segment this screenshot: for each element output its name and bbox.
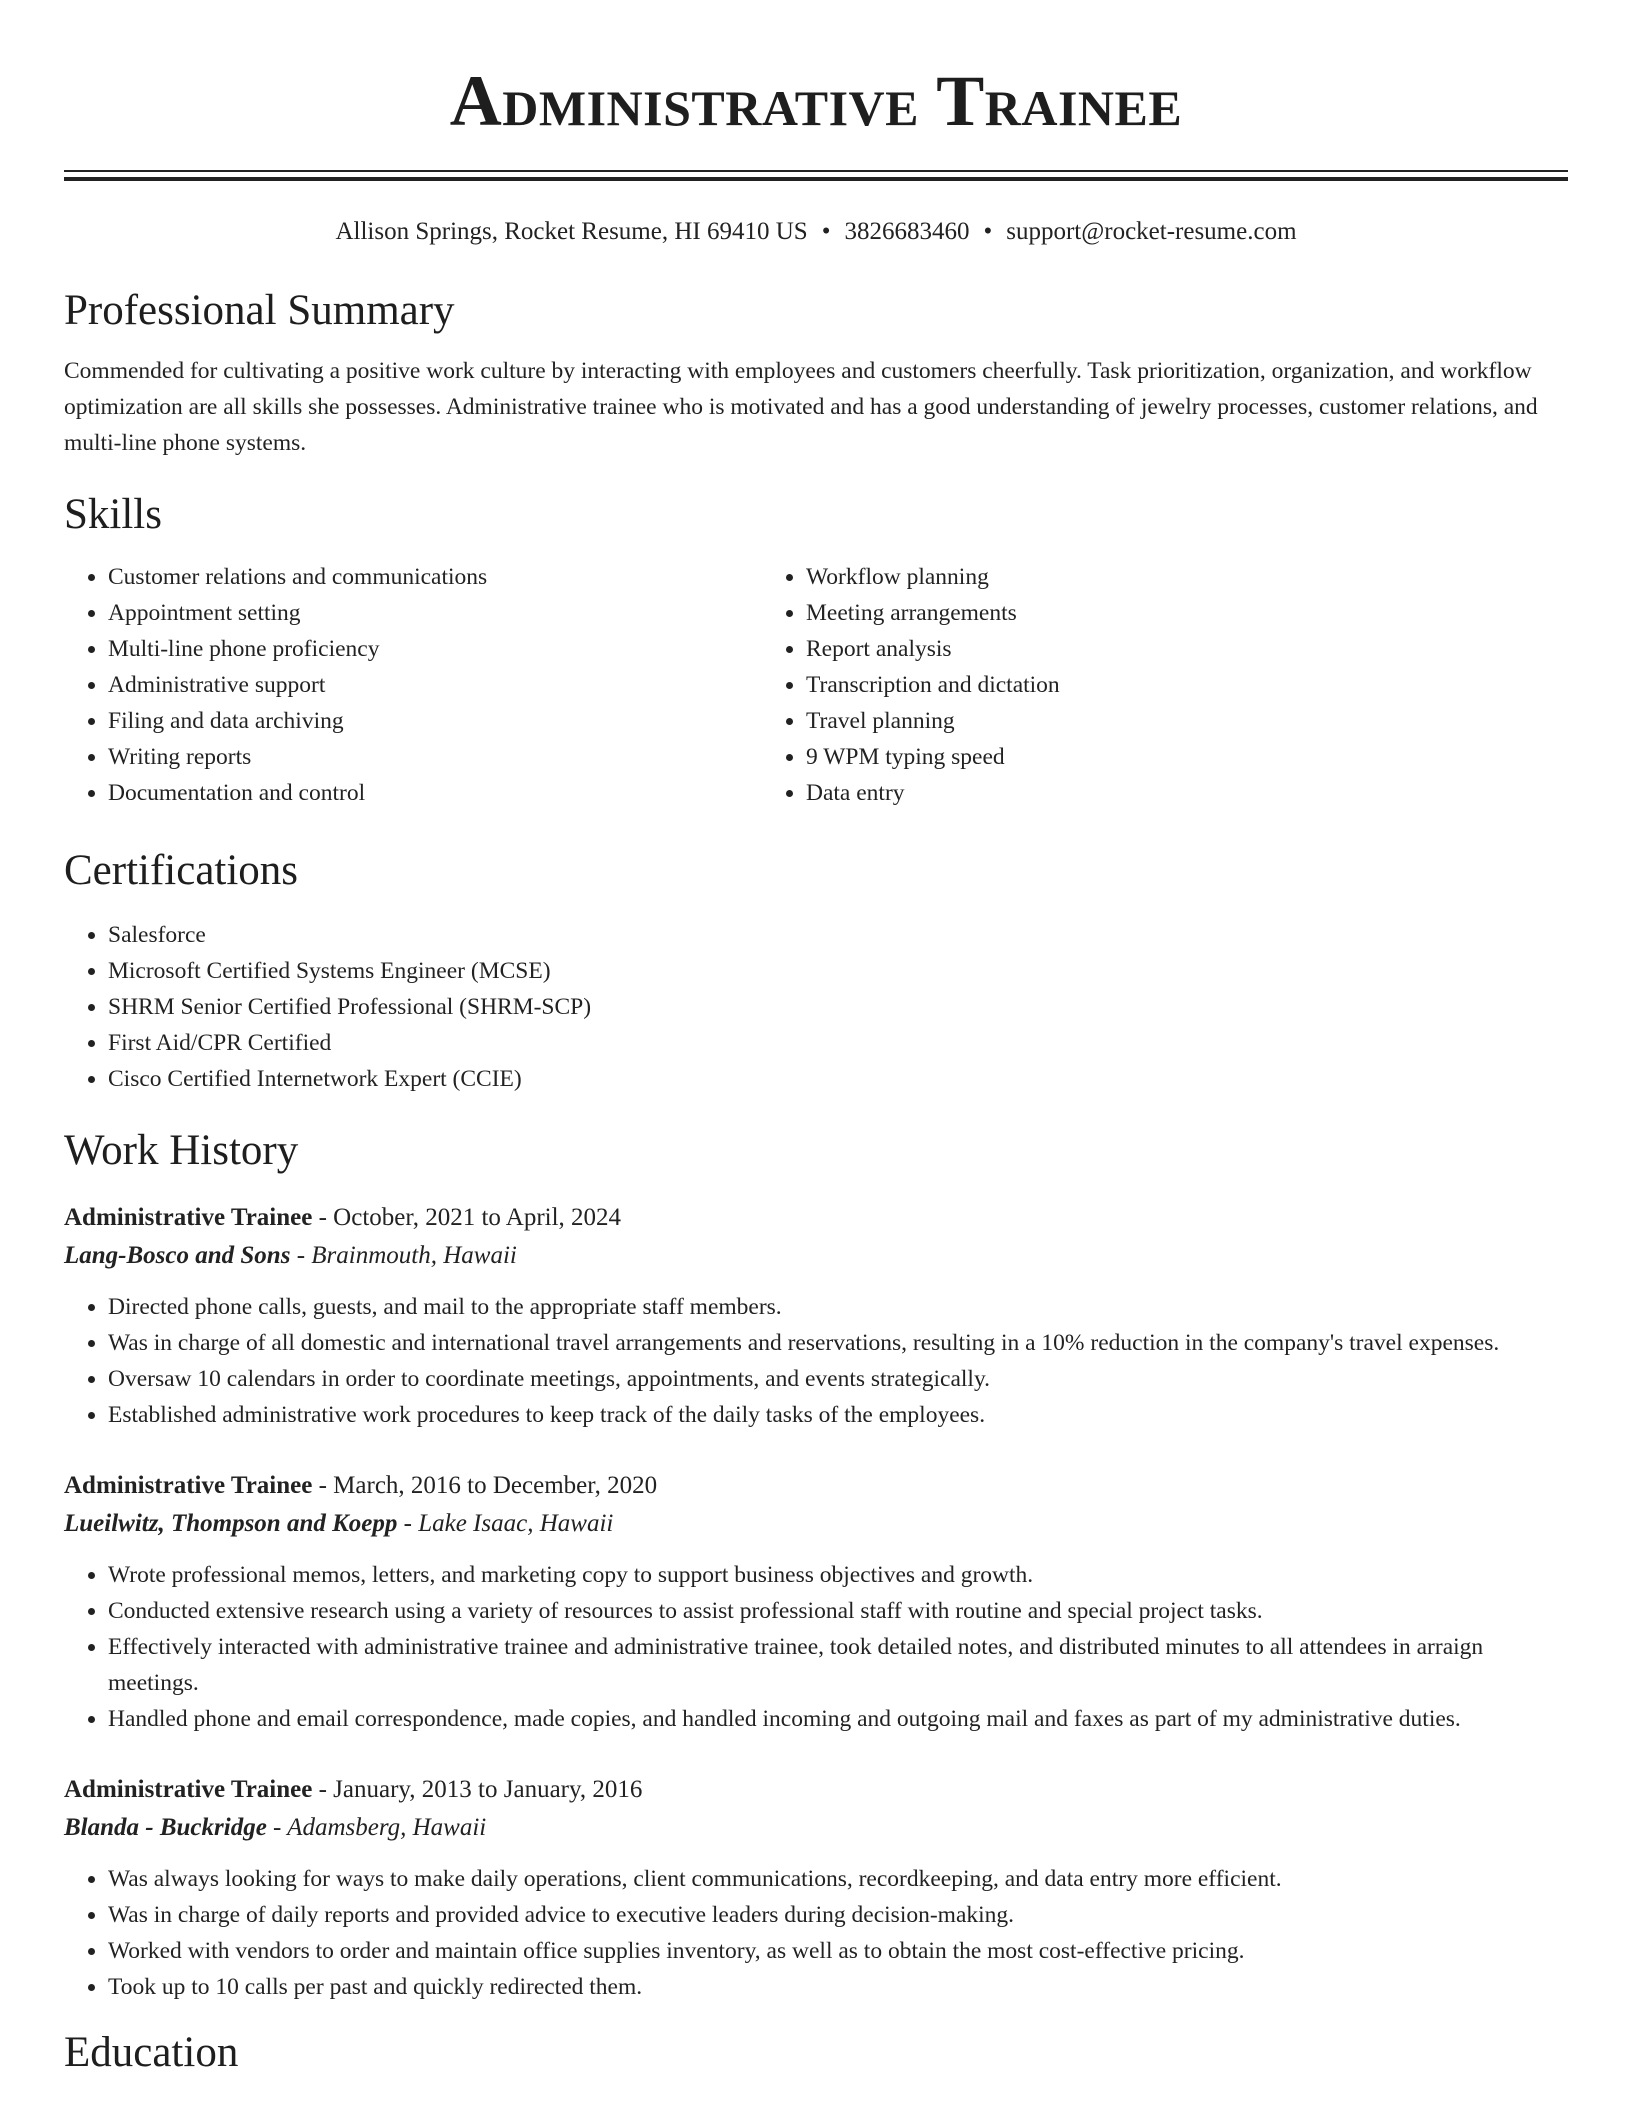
job-company: Lang-Bosco and Sons bbox=[64, 1242, 291, 1269]
skill-item: • Customer relations and communications bbox=[108, 559, 762, 595]
job-entry bbox=[64, 1467, 1568, 1737]
certification-item: • First Aid/CPR Certified bbox=[108, 1025, 1568, 1061]
skills-heading: Skills bbox=[64, 491, 162, 538]
certifications-list bbox=[64, 917, 1568, 1097]
resume-title: Administrative Trainee bbox=[449, 61, 1183, 141]
job-duty: • Effectively interacted with administrative trainee and administrative trainee, took detailed notes, and distributed minutes to all attendees in arraign meetings. bbox=[108, 1629, 1568, 1701]
job-duties bbox=[64, 1289, 1568, 1433]
contact-address: Allison Springs, Rocket Resume, HI 69410 US bbox=[335, 218, 808, 245]
certification-item: • SHRM Senior Certified Professional (SHRM-SCP) bbox=[108, 989, 1568, 1025]
job-entry bbox=[64, 1771, 1568, 2005]
skill-item: • Data entry bbox=[806, 775, 1060, 811]
job-duty: • Was in charge of daily reports and provided advice to executive leaders during decision-making. bbox=[108, 1897, 1568, 1933]
skill-item: • Travel planning bbox=[806, 703, 1060, 739]
job-employer-line bbox=[64, 1505, 1568, 1543]
skill-item: • Multi-line phone proficiency bbox=[108, 631, 762, 667]
certification-item: • Salesforce bbox=[108, 917, 1568, 953]
skill-item: • Transcription and dictation bbox=[806, 667, 1060, 703]
skill-item: • Administrative support bbox=[108, 667, 762, 703]
summary-heading: Professional Summary bbox=[64, 287, 455, 334]
education-heading: Education bbox=[64, 2029, 239, 2076]
job-duties bbox=[64, 1557, 1568, 1737]
job-duty: • Conducted extensive research using a variety of resources to assist professional staff with routine and special project tasks. bbox=[108, 1593, 1568, 1629]
skill-item: • 9 WPM typing speed bbox=[806, 739, 1060, 775]
skill-item: • Report analysis bbox=[806, 631, 1060, 667]
job-title: Administrative Trainee bbox=[64, 1776, 313, 1803]
job-duty: • Took up to 10 calls per past and quickly redirected them. bbox=[108, 1969, 1568, 2005]
job-header bbox=[64, 1199, 1568, 1237]
job-location: - Adamsberg, Hawaii bbox=[266, 1814, 487, 1841]
skill-item: • Meeting arrangements bbox=[806, 595, 1060, 631]
job-location: - Brainmouth, Hawaii bbox=[290, 1242, 517, 1269]
job-entry bbox=[64, 1199, 1568, 1433]
contact-separator: • bbox=[983, 218, 993, 245]
job-company: Blanda - Buckridge bbox=[64, 1814, 267, 1841]
job-company: Lueilwitz, Thompson and Koepp bbox=[64, 1510, 398, 1537]
job-duty: • Established administrative work procedures to keep track of the daily tasks of the employees. bbox=[108, 1397, 1568, 1433]
skill-item: • Appointment setting bbox=[108, 595, 762, 631]
skill-item: • Filing and data archiving bbox=[108, 703, 762, 739]
title-divider bbox=[64, 170, 1568, 181]
job-duties bbox=[64, 1861, 1568, 2005]
contact-line bbox=[64, 217, 1568, 247]
job-dates: - March, 2016 to December, 2020 bbox=[312, 1472, 658, 1499]
job-duty: • Directed phone calls, guests, and mail to the appropriate staff members. bbox=[108, 1289, 1568, 1325]
summary-text: Commended for cultivating a positive work culture by interacting with employees and customers cheerfully. Task prioritization, organization, and workflow optimization are all skills she possesses. Administrative trainee who is motivated and has a good understanding of jewelry processes, customer relations, and multi-line phone systems. bbox=[64, 358, 1538, 456]
certifications-heading: Certifications bbox=[64, 847, 299, 894]
skills-columns bbox=[64, 559, 1568, 811]
skill-item: • Writing reports bbox=[108, 739, 762, 775]
contact-phone: 3826683460 bbox=[844, 218, 970, 245]
job-duty: • Oversaw 10 calendars in order to coordinate meetings, appointments, and events strategically. bbox=[108, 1361, 1568, 1397]
job-header bbox=[64, 1771, 1568, 1809]
job-duty: • Handled phone and email correspondence, made copies, and handled incoming and outgoing mail and faxes as part of my administrative duties. bbox=[108, 1701, 1568, 1737]
job-dates: - January, 2013 to January, 2016 bbox=[312, 1776, 643, 1803]
job-duty: • Was always looking for ways to make daily operations, client communications, recordkeeping, and data entry more efficient. bbox=[108, 1861, 1568, 1897]
certification-item: • Cisco Certified Internetwork Expert (CCIE) bbox=[108, 1061, 1568, 1097]
skills-list-right bbox=[762, 559, 1060, 811]
job-title: Administrative Trainee bbox=[64, 1472, 313, 1499]
job-duty: • Was in charge of all domestic and international travel arrangements and reservations, resulting in a 10% reduction in the company's travel expenses. bbox=[108, 1325, 1568, 1361]
job-header bbox=[64, 1467, 1568, 1505]
job-employer-line bbox=[64, 1809, 1568, 1847]
job-duty: • Wrote professional memos, letters, and marketing copy to support business objectives and growth. bbox=[108, 1557, 1568, 1593]
job-title: Administrative Trainee bbox=[64, 1204, 313, 1231]
certification-item: • Microsoft Certified Systems Engineer (MCSE) bbox=[108, 953, 1568, 989]
job-employer-line bbox=[64, 1237, 1568, 1275]
skill-item: • Documentation and control bbox=[108, 775, 762, 811]
skills-list-left bbox=[64, 559, 762, 811]
contact-email: support@rocket-resume.com bbox=[1006, 218, 1297, 245]
job-duty: • Worked with vendors to order and maintain office supplies inventory, as well as to obtain the most cost-effective pricing. bbox=[108, 1933, 1568, 1969]
job-location: - Lake Isaac, Hawaii bbox=[397, 1510, 614, 1537]
contact-separator: • bbox=[821, 218, 831, 245]
work-history-heading: Work History bbox=[64, 1127, 299, 1174]
skill-item: • Workflow planning bbox=[806, 559, 1060, 595]
job-dates: - October, 2021 to April, 2024 bbox=[312, 1204, 622, 1231]
